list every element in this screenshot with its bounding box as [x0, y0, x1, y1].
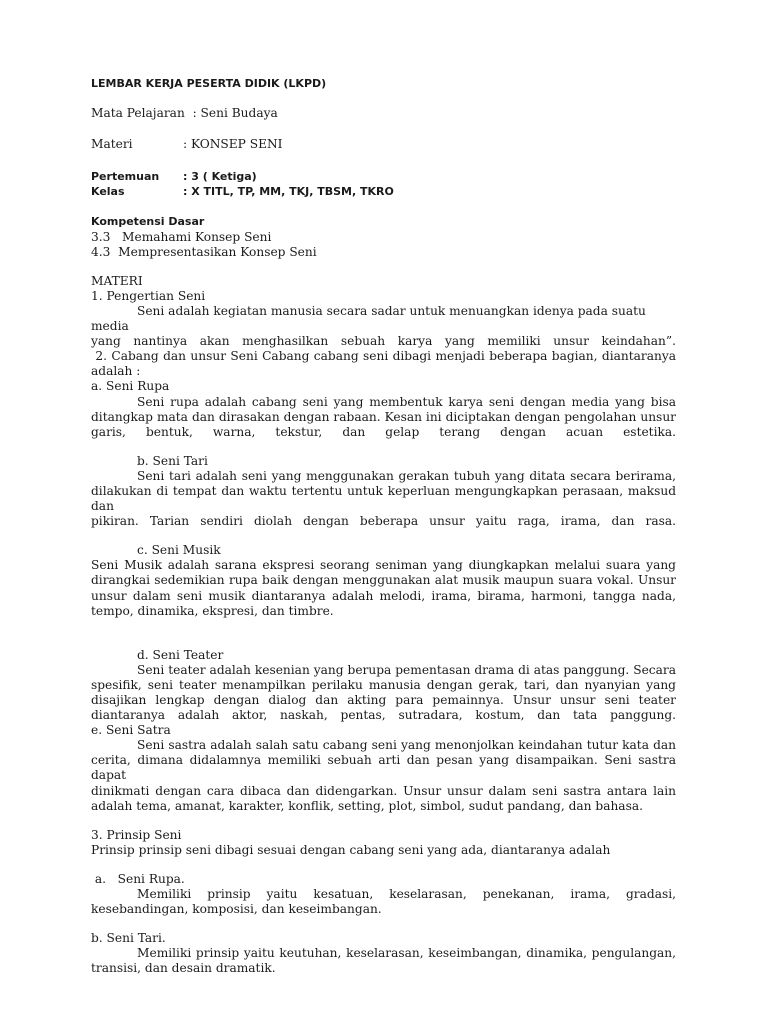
materi-heading: MATERI — [91, 273, 143, 288]
paragraph-line: Seni sastra adalah salah satu cabang seni yang menonjolkan keindahan tutur kata dan — [137, 738, 676, 753]
materi-label: Materi — [91, 137, 133, 152]
paragraph-line: tempo, dinamika, ekspresi, dan timbre. — [91, 603, 334, 618]
section-pengertian-heading: 1. Pengertian Seni — [91, 288, 206, 303]
kelas-value: : X TITL, TP, MM, TKJ, TBSM, TKRO — [183, 185, 394, 199]
kompetensi-heading: Kompetensi Dasar — [91, 215, 205, 229]
paragraph-line: Seni teater adalah kesenian yang berupa pementasan drama di atas panggung. Secara — [137, 662, 676, 677]
paragraph-line: ditangkap mata dan dirasakan dengan rabaan. Kesan ini diciptakan dengan pengolahan unsur — [91, 409, 676, 424]
paragraph-line: yang nantinya akan menghasilkan sebuah karya yang memiliki unsur keindahan”. — [91, 334, 676, 349]
paragraph-line: Seni tari adalah seni yang menggunakan gerakan tubuh yang ditata secara berirama, — [137, 468, 676, 483]
paragraph-line: dilakukan di tempat dan waktu tertentu untuk keperluan mengungkapkan perasaan, maksud dan — [91, 483, 676, 514]
paragraph-line: garis, bentuk, warna, tekstur, dan gelap terang dengan acuan estetika. — [91, 424, 676, 439]
paragraph-line: pikiran. Tarian sendiri diolah dengan beberapa unsur yaitu raga, irama, dan rasa. — [91, 514, 676, 529]
paragraph-line: Memiliki prinsip yaitu kesatuan, keselarasan, penekanan, irama, gradasi, — [137, 887, 676, 902]
paragraph-line: disajikan lengkap dengan dialog dan akting para pemainnya. Unsur unsur seni teater — [91, 693, 676, 707]
kompetensi-item: 4.3 Mempresentasikan Konsep Seni — [91, 244, 317, 259]
paragraph-line: kesebandingan, komposisi, dan keseimbangan. — [91, 902, 382, 917]
paragraph-line: Seni rupa adalah cabang seni yang membentuk karya seni dengan media yang bisa — [137, 394, 676, 409]
seni-satra-heading: e. Seni Satra — [91, 723, 171, 738]
paragraph-line: unsur dalam seni musik diantaranya adalah melodi, irama, birama, harmoni, tangga nada, — [91, 588, 676, 603]
seni-rupa-heading: a. Seni Rupa — [91, 379, 170, 394]
materi-row — [91, 137, 676, 152]
paragraph-line: transisi, dan desain dramatik. — [91, 961, 276, 976]
kelas-row — [91, 184, 676, 199]
paragraph-line: dinikmati dengan cara dibaca dan didengarkan. Unsur unsur dalam seni sastra antara lain — [91, 783, 676, 798]
prinsip-intro: Prinsip prinsip seni dibagi sesuai dengan cabang seni yang ada, diantaranya adalah — [91, 842, 611, 857]
document-title: LEMBAR KERJA PESERTA DIDIK (LKPD) — [91, 77, 327, 90]
paragraph-line: Seni Musik adalah sarana ekspresi seorang seniman yang diungkapkan melalui suara yang — [91, 558, 676, 573]
paragraph-line: Seni adalah kegiatan manusia secara sadar untuk menuangkan idenya pada suatu media — [91, 303, 646, 334]
section-cabang-line: adalah : — [91, 364, 141, 379]
paragraph-line: dirangkai sedemikian rupa baik dengan menggunakan alat musik maupun suara vokal. Unsur — [91, 573, 676, 588]
prinsip-rupa-heading: a. Seni Rupa. — [91, 871, 185, 886]
materi-value: : KONSEP SENI — [183, 137, 283, 152]
mata-pelajaran-label: Mata Pelajaran — [91, 106, 185, 121]
pertemuan-value: : 3 ( Ketiga) — [183, 170, 257, 184]
pertemuan-row — [91, 169, 676, 184]
seni-teater-heading: d. Seni Teater — [137, 647, 224, 662]
section-cabang-line: 2. Cabang dan unsur Seni Cabang cabang seni dibagi menjadi beberapa bagian, diantaranya — [91, 349, 676, 364]
paragraph-line: adalah tema, amanat, karakter, konflik, setting, plot, simbol, sudut pandang, dan bahasa. — [91, 798, 643, 813]
seni-musik-heading: c. Seni Musik — [137, 543, 221, 558]
prinsip-tari-heading: b. Seni Tari. — [91, 931, 166, 946]
lkpd-document — [91, 76, 676, 977]
prinsip-heading: 3. Prinsip Seni — [91, 827, 182, 842]
paragraph-line: cerita, dimana didalamnya memiliki sebuah arti dan pesan yang disampaikan. Seni sastra dapat — [91, 753, 676, 783]
mata-pelajaran-row — [91, 106, 676, 121]
seni-tari-heading: b. Seni Tari — [137, 453, 208, 468]
mata-pelajaran-value: : Seni Budaya — [192, 106, 278, 121]
paragraph-line: Memiliki prinsip yaitu keutuhan, keselarasan, keseimbangan, dinamika, pengulangan, — [137, 946, 676, 961]
kompetensi-item: 3.3 Memahami Konsep Seni — [91, 229, 272, 244]
kelas-label: Kelas — [91, 185, 125, 199]
paragraph-line: spesifik, seni teater menampilkan perilaku manusia dengan gerak, tari, dan nyanyian yang — [91, 677, 676, 692]
pertemuan-label: Pertemuan — [91, 170, 160, 184]
paragraph-line: diantaranya adalah aktor, naskah, pentas, sutradara, kostum, dan tata panggung. — [91, 708, 676, 723]
